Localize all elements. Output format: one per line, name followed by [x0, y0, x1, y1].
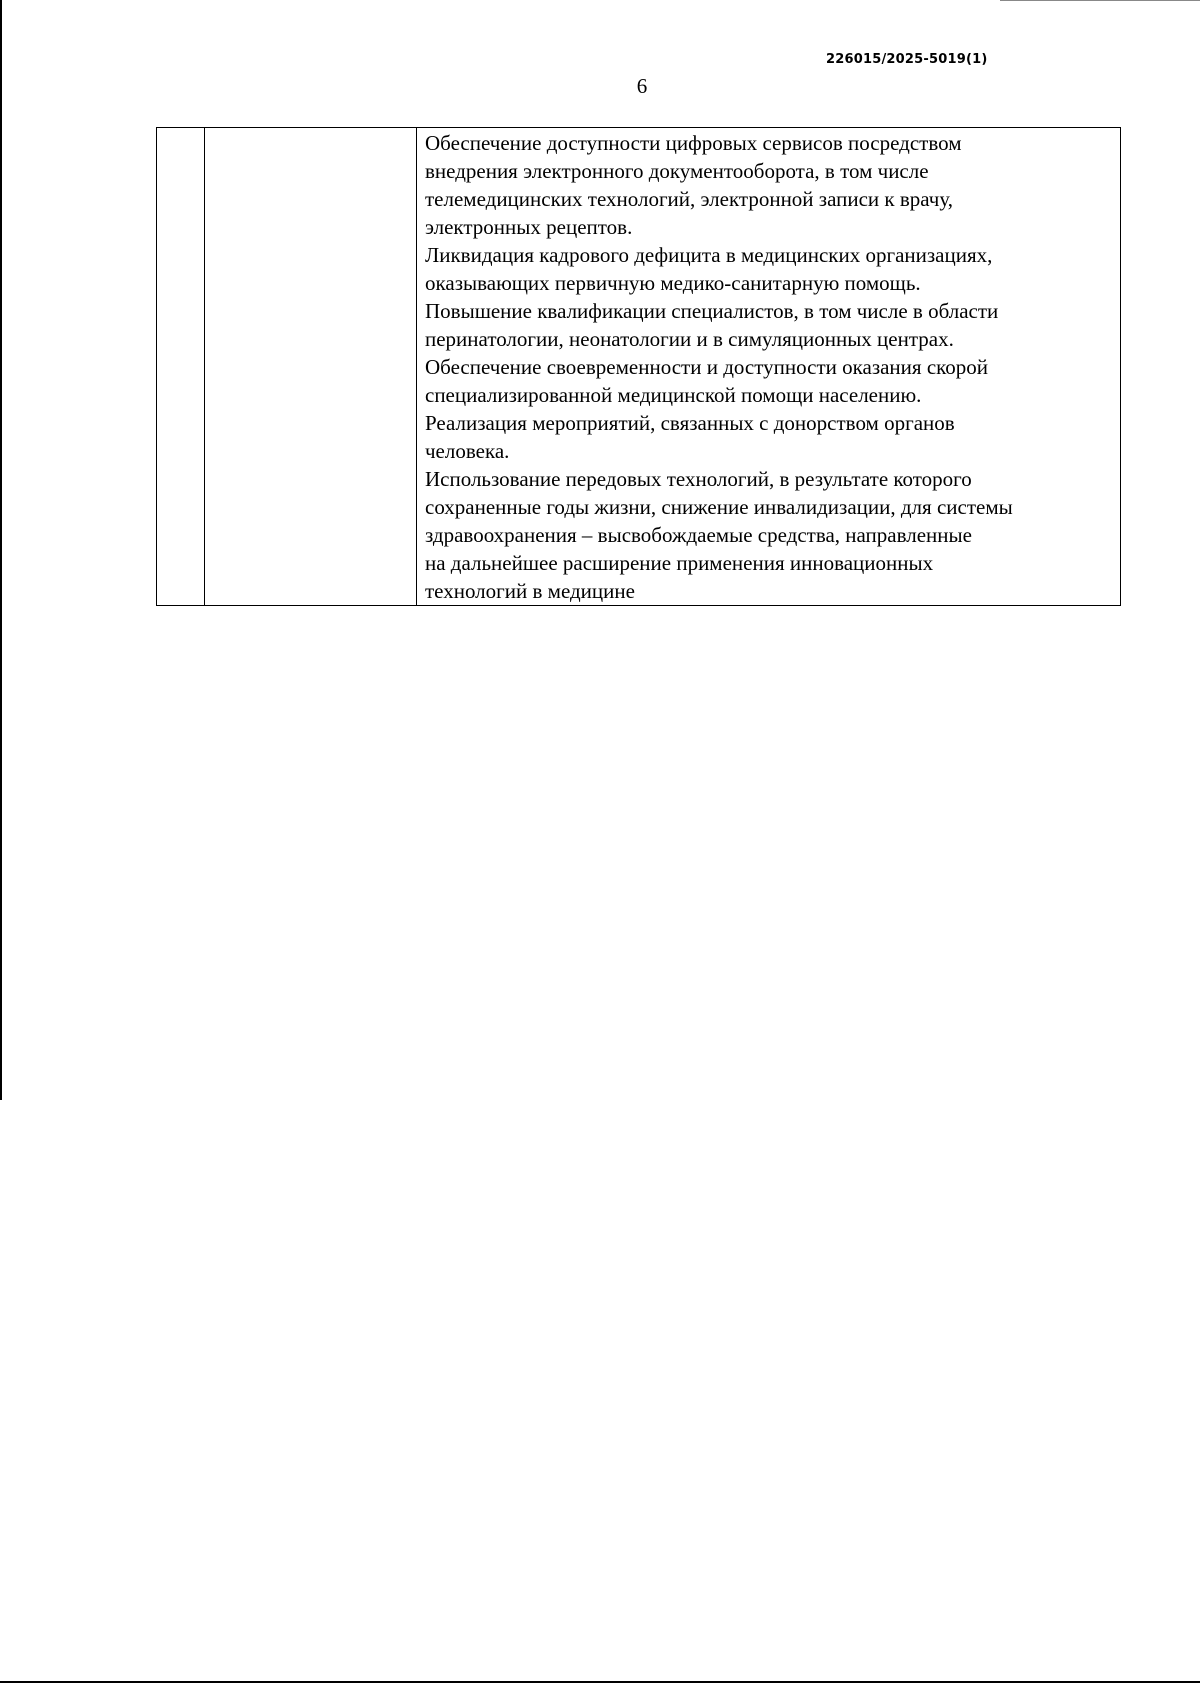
table-cell-description: [417, 128, 1121, 606]
description-line: внедрения электронного документооборота, в том числе: [425, 159, 929, 183]
description-line: перинатологии, неонатологии и в симуляционных центрах.: [425, 327, 954, 351]
description-line: здравоохранения – высвобождаемые средства, направленные: [425, 523, 972, 547]
description-line: специализированной медицинской помощи населению.: [425, 383, 922, 407]
description-line: Реализация мероприятий, связанных с донорством органов: [425, 411, 955, 435]
scan-top-border: [1000, 0, 1200, 1]
description-line: Ликвидация кадрового дефицита в медицинских организациях,: [425, 243, 993, 267]
description-line: Обеспечение своевременности и доступности оказания скорой: [425, 355, 989, 379]
description-line: на дальнейшее расширение применения инновационных: [425, 551, 934, 575]
description-line: телемедицинских технологий, электронной записи к врачу,: [425, 187, 953, 211]
table-row: [157, 128, 1121, 606]
table-cell-name: [205, 128, 417, 606]
document-number: 226015/2025-5019(1): [826, 52, 988, 67]
description-line: Использование передовых технологий, в результате которого: [425, 467, 972, 491]
page-number: 6: [636, 74, 648, 98]
scan-left-border: [0, 0, 2, 1100]
description-line: электронных рецептов.: [425, 215, 633, 239]
description-line: Обеспечение доступности цифровых сервисов посредством: [425, 131, 962, 155]
description-line: оказывающих первичную медико-санитарную помощь.: [425, 271, 921, 295]
description-line: Повышение квалификации специалистов, в том числе в области: [425, 299, 999, 323]
description-line: человека.: [425, 439, 510, 463]
content-table: [156, 127, 1121, 606]
description-line: сохраненные годы жизни, снижение инвалидизации, для системы: [425, 495, 1013, 519]
description-line: технологий в медицине: [425, 579, 635, 603]
table-cell-number: [157, 128, 205, 606]
